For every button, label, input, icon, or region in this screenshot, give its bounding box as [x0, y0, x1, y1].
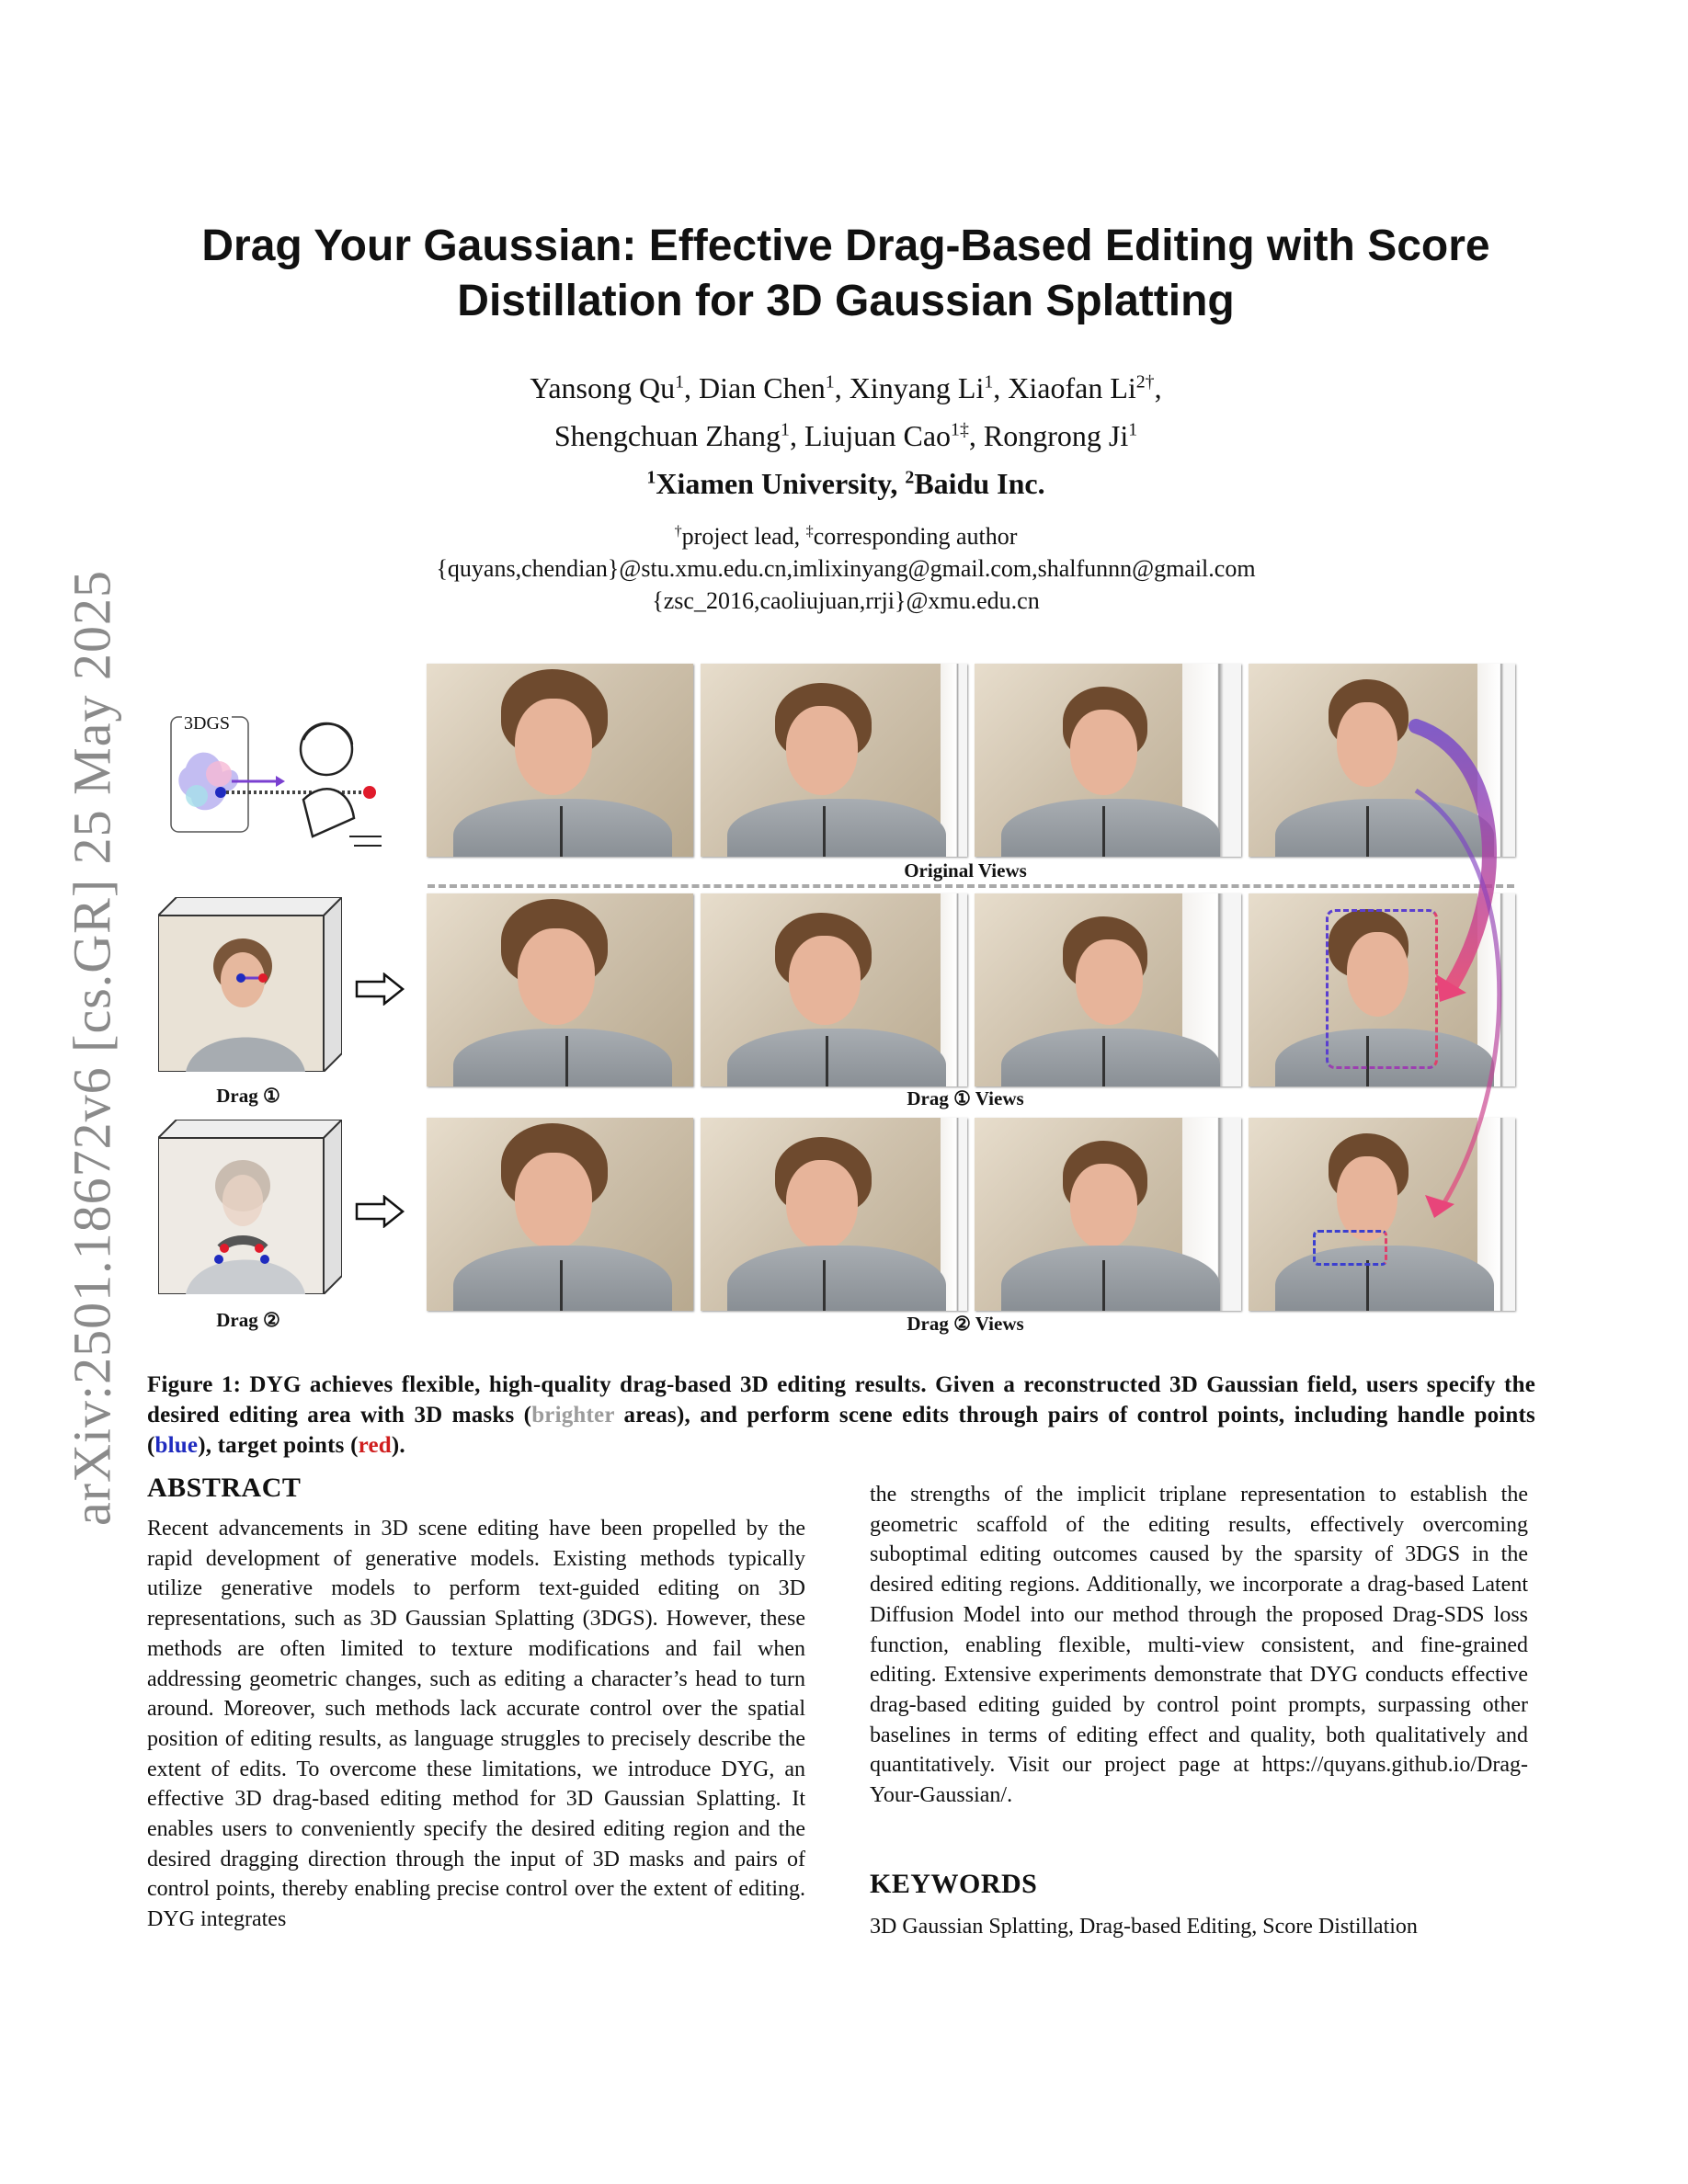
original-view-1 [427, 664, 693, 857]
keywords-list: 3D Gaussian Splatting, Drag-based Editing, Score Distillation [870, 1915, 1418, 1939]
caption-brighter: brighter [531, 1403, 615, 1428]
drag-2-view-1 [427, 1118, 693, 1311]
paper-title [147, 219, 1545, 329]
keywords-heading: KEYWORDS [870, 1869, 1038, 1899]
title-line-2: Distillation for 3D Gaussian Splatting [457, 277, 1235, 325]
author: Dian Chen$^1$, [699, 371, 850, 404]
author: Liujuan Cao$^{1\ddagger}$, [804, 419, 984, 452]
author-list [147, 364, 1545, 460]
row-label-drag-2: Drag ② Views [907, 1313, 1024, 1335]
drag-2-label: Drag ② [216, 1309, 280, 1331]
abstract-heading: ABSTRACT [147, 1473, 302, 1503]
edit-region-box [1313, 1230, 1387, 1267]
drag-1-view-1 [427, 893, 693, 1086]
drag-2-mask-cube [158, 1120, 342, 1294]
drag-illustration [165, 708, 386, 864]
arxiv-identifier: arXiv:2501.18672v6 [cs.GR] 25 May 2025 [62, 569, 122, 1527]
drag-2-view-3 [975, 1118, 1241, 1311]
abstract-left-column: Recent advancements in 3D scene editing have been propelled by the rapid development of generative models. Existing methods typically utilize generative models to perform text-guided editing on 3D representations, such as 3D Gaussian Splatting (3DGS). However, these methods are often limited to texture modifications and fail when addressing geometric changes, such as editing a character’s head to turn around. Moreover, such methods lack accurate control over the spatial position of editing results, as language struggles to precisely describe the extent of edits. To overcome these limitations, we introduce DYG, an effective 3D drag-based editing method for 3D Gaussian Splatting. It enables users to conveniently specify the desired editing region and the desired dragging direction through the input of 3D masks and pairs of control points, thereby enabling precise control over the extent of editing. DYG integrates [147, 1517, 805, 1932]
abstract-right-column: the strengths of the implicit triplane representation to establish the geometric scaffold of the editing results, effectively overcoming suboptimal editing outcomes caused by the sparsity of 3DGS in the desired editing regions. Additionally, we incorporate a drag-based Latent Diffusion Model into our method through the proposed Drag-SDS loss function, enabling flexible, multi-view consistent, and fine-grained editing. Extensive experiments demonstrate that DYG conducts effective drag-based editing guided by control point prompts, surpassing other baselines in terms of editing effect and quality, both qualitatively and quantitatively. Visit our project page at https://quyans.github.io/Drag-Your-Gaussian/. [870, 1483, 1528, 1808]
arrow-right-icon [355, 973, 405, 1006]
contact-block [147, 520, 1545, 617]
transition-arrows [1379, 717, 1526, 1232]
title-line-1: Drag Your Gaussian: Effective Drag-Based Editing with Score [201, 222, 1490, 270]
arrow-right-icon [355, 1195, 405, 1228]
original-view-2 [701, 664, 967, 857]
row-divider [428, 884, 1514, 888]
author: Yansong Qu$^1$, [530, 371, 700, 404]
author: Xinyang Li$^1$, [849, 371, 1009, 404]
caption-blue: blue [154, 1433, 199, 1458]
author-line-2 [147, 412, 1545, 460]
logo-label: 3DGS [184, 713, 231, 734]
affiliations: $^1$Xiamen University, $^2$Baidu Inc. [646, 467, 1045, 500]
role-notes: †project lead, ‡corresponding author [674, 523, 1018, 550]
author: Xiaofan $Li^{2\dagger}$, [1008, 371, 1162, 404]
drag-1-view-2 [701, 893, 967, 1086]
row-label-drag-1: Drag ① Views [907, 1087, 1024, 1109]
drag-1-mask-cube [158, 897, 342, 1072]
row-label-original: Original Views [904, 859, 1027, 882]
email-line-2: {zsc_2016,caoliujuan,rrji}@xmu.edu.cn [652, 587, 1040, 614]
author-line-1 [147, 364, 1545, 412]
author: Rongrong Ji$^1$ [983, 419, 1138, 452]
email-line-1: {quyans,chendian}@stu.xmu.edu.cn,imlixinyang@gmail.com,shalfunnn@gmail.com [436, 555, 1256, 582]
caption-red: red [358, 1433, 392, 1458]
drag-2-view-2 [701, 1118, 967, 1311]
original-view-3 [975, 664, 1241, 857]
author: Shengchuan Zhang$^1$, [553, 419, 804, 452]
drag-1-label: Drag ① [216, 1085, 280, 1107]
figure-caption: Figure 1: DYG achieves flexible, high-quality drag-based 3D editing results. Given a reconstructed 3D Gaussian field, users specify the desired editing area with 3D masks (brighter areas), and perform scene edits through pairs of control points, including handle points (blue), target points (red). [147, 1372, 1535, 1458]
drag-1-view-3 [975, 893, 1241, 1086]
